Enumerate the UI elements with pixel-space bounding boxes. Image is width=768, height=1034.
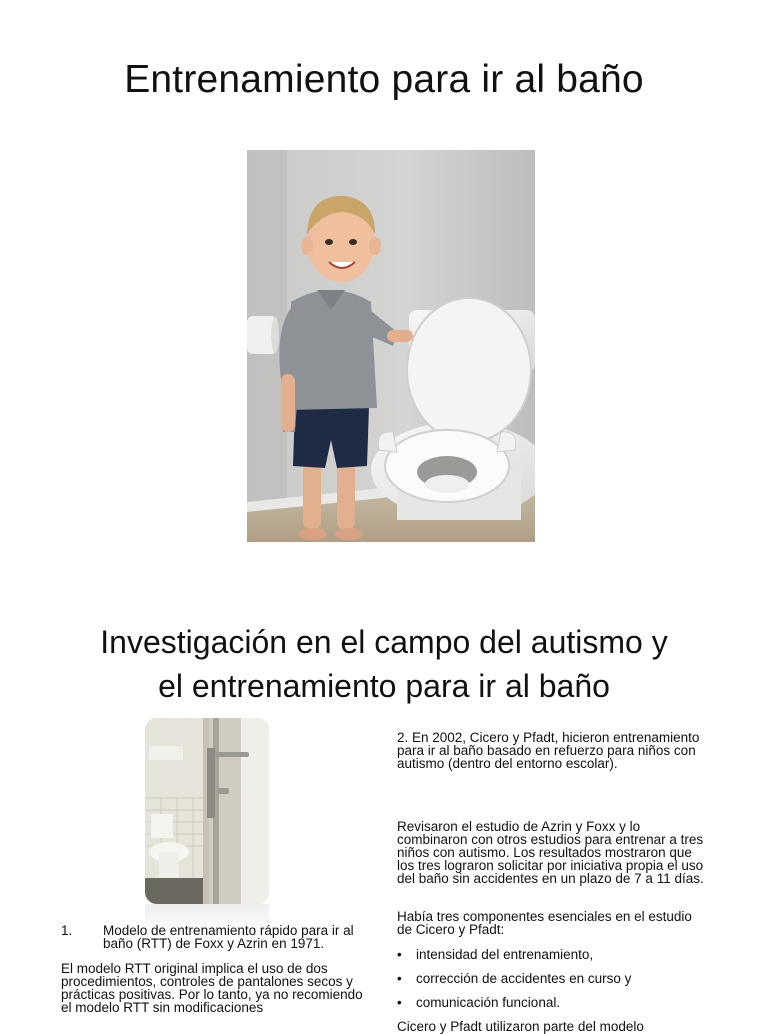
components-intro: Había tres componentes esenciales en el estudio de Cicero y Pfadt: [397,909,692,937]
slide-2-title-line-1: Investigación en el campo del autismo y [100,624,668,660]
rtt-paragraph: El modelo RTT original implica el uso de dos procedimientos, controles de pantalones secos y prácticas positivas. Por lo tanto, ya no recomiendo el modelo RTT sin modificaciones [61,961,363,1015]
child-toilet-photo [247,150,535,542]
bathroom-door-photo [145,718,269,904]
cicero-pfadt-intro: 2. En 2002, Cicero y Pfadt, hicieron entrenamiento para ir al baño basado en refuerzo para niños con autismo (dentro del entorno escolar). [397,730,700,771]
slide-2-title-line-2: el entrenamiento para ir al baño [158,668,610,704]
bullet-icon: • [397,947,402,962]
list-item: • intensidad del entrenamiento, [397,947,594,962]
list-item: • comunicación funcional. [397,995,561,1010]
slide-2-title [0,620,768,708]
list-item: • corrección de accidentes en curso y [397,971,632,986]
components-list [397,948,697,1020]
bullet-icon: • [397,995,402,1010]
item-text: Modelo de entrenamiento rápido para ir al baño (RTT) de Foxx y Azrin en 1971. [103,923,354,951]
cicero-pfadt-model-text: Cicero y Pfadt utilizaron parte del modelo [397,1019,644,1034]
item-number: 1. [61,923,73,938]
slide-2 [0,580,768,1034]
review-paragraph: Revisaron el estudio de Azrin y Foxx y lo combinaron con otros estudios para entrenar a tres niños con autismo. Los resultados mostraron que los tres lograron solicitar por iniciativa propia el uso del baño sin accidentes en un plazo de 7 a 11 días. [397,819,704,886]
bullet-icon: • [397,971,402,986]
slide-1-title: Entrenamiento para ir al baño [124,58,644,101]
